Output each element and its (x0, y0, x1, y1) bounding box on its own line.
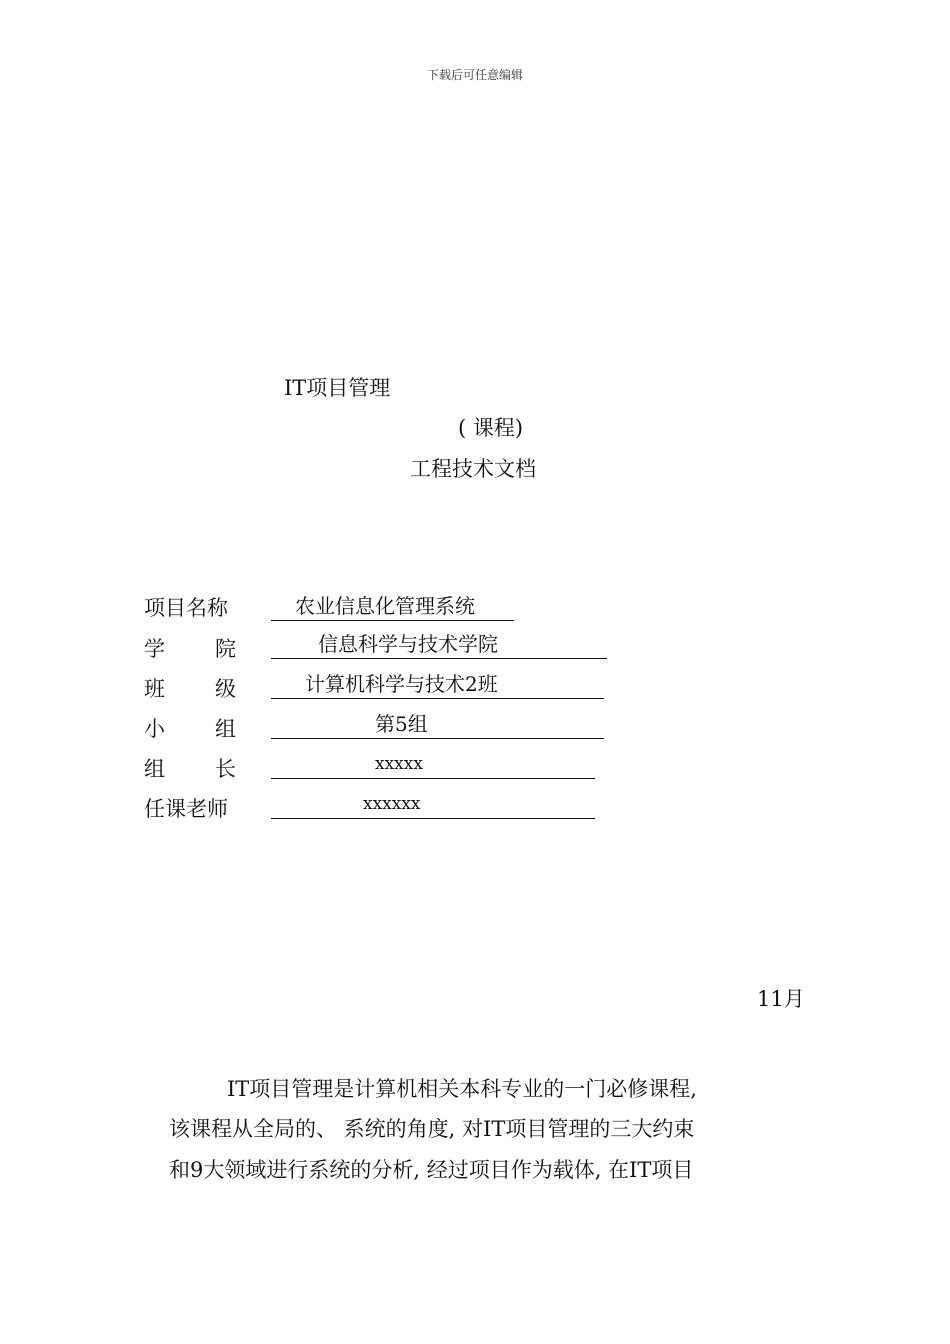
course-paren: ( 课程) (458, 416, 524, 440)
document-type-title: 工程技术文档 (410, 457, 536, 481)
course-title: IT项目管理 (284, 376, 391, 400)
info-value-leader (271, 751, 595, 779)
info-value-group-text: 第5组 (375, 712, 428, 736)
info-value-college-text: 信息科学与技术学院 (318, 632, 498, 656)
info-value-leader-text: xxxxx (375, 754, 423, 774)
info-label-class: 班 级 (144, 677, 236, 701)
body-paragraph-line-1: IT项目管理是计算机相关本科专业的一门必修课程, (227, 1077, 697, 1101)
info-label-college: 学 院 (144, 637, 236, 661)
info-value-class-text: 计算机科学与技术2班 (305, 672, 498, 696)
info-value-class (271, 671, 604, 699)
info-value-project-name-text: 农业信息化管理系统 (295, 594, 475, 618)
body-paragraph-line-3: 和9大领域进行系统的分析, 经过项目作为载体, 在IT项目 (169, 1158, 694, 1182)
info-label-teacher: 任课老师 (144, 797, 228, 821)
info-value-group (271, 711, 604, 739)
body-paragraph-line-2: 该课程从全局的、 系统的角度, 对IT项目管理的三大约束 (169, 1117, 695, 1141)
info-value-college (271, 631, 607, 659)
header-note: 下载后可任意编辑 (426, 68, 523, 82)
info-label-leader: 组 长 (144, 757, 236, 781)
info-label-project-name: 项目名称 (144, 596, 228, 620)
info-value-project-name (271, 593, 514, 621)
info-label-group: 小 组 (144, 717, 236, 741)
info-value-teacher-text: xxxxxx (363, 794, 421, 814)
info-value-teacher (271, 791, 595, 819)
date-text: 11月 (757, 987, 805, 1011)
